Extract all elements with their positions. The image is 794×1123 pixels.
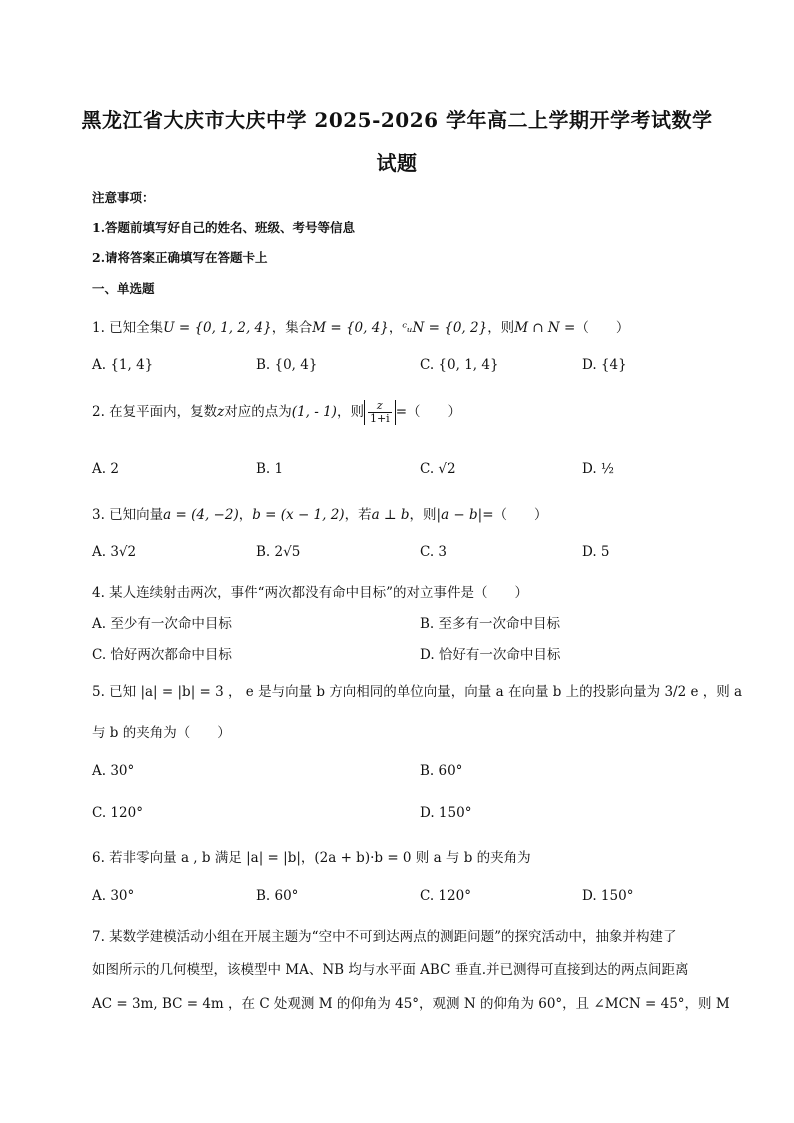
question-1 [92, 316, 629, 336]
q2-option-a: A. 2 [92, 461, 119, 477]
q3-option-a: A. 3√2 [92, 544, 137, 560]
q3-vec-a: a = (4, −2) [163, 507, 239, 523]
q1-paren: （ ） [575, 320, 630, 336]
q3-expr: |a − b| [436, 507, 483, 523]
q4-option-a: A. 至少有一次命中目标 [92, 616, 232, 632]
q2-abs [364, 400, 396, 425]
q2-stem-b: 对应的点为 [224, 404, 292, 420]
q4-option-d: D. 恰好有一次命中目标 [420, 647, 561, 663]
exam-title-line1: 黑龙江省大庆市大庆中学 2025-2026 学年高二上学期开学考试数学 [81, 108, 713, 132]
q5-option-b: B. 60° [420, 763, 463, 779]
q1-stem-b: ，集合 [271, 320, 313, 336]
section-heading: 一、单选题 [92, 281, 155, 296]
q1-stem-c: ， [388, 320, 403, 336]
q2-frac-num: z [368, 400, 392, 413]
q5-option-d: D. 150° [420, 805, 472, 821]
q2-stem-a: 2. 在复平面内，复数 [92, 404, 218, 420]
q6-option-b: B. 60° [256, 888, 299, 904]
q1-option-b: B. {0, 4} [256, 357, 318, 373]
q3-stem-c: ，若 [344, 507, 372, 523]
question-3 [92, 503, 548, 523]
notes-item-2: 2.请将答案正确填写在答题卡上 [92, 250, 268, 265]
q2-point: (1, - 1) [291, 404, 337, 420]
notes-heading: 注意事项： [92, 190, 155, 205]
q4-option-b: B. 至多有一次命中目标 [420, 616, 561, 632]
q2-tail: =（ ） [395, 404, 461, 420]
q3-option-b: B. 2√5 [256, 544, 301, 560]
question-7-line2: 如图所示的几何模型，该模型中 MA、NB 均与水平面 ABC 垂直.并已测得可直接到达的两点间距离 [92, 962, 689, 978]
notes-item-1: 1.答题前填写好自己的姓名、班级、考号等信息 [92, 220, 356, 235]
question-7-line1: 7. 某数学建模活动小组在开展主题为“空中不可到达两点的测距问题”的探究活动中，抽象并构建了 [92, 929, 677, 945]
q3-stem-d: ，则 [409, 507, 437, 523]
q5-option-a: A. 30° [92, 763, 135, 779]
q1-set-n: ᶜᵤN = {0, 2} [402, 320, 488, 336]
exam-title-line2: 试题 [376, 151, 418, 175]
q1-option-c: C. {0, 1, 4} [420, 357, 499, 373]
q3-option-d: D. 5 [582, 544, 610, 560]
q1-option-a: A. {1, 4} [92, 357, 154, 373]
q3-cond: a ⊥ b [371, 507, 410, 523]
q1-option-d: D. {4} [582, 357, 627, 373]
q6-option-d: D. 150° [582, 888, 634, 904]
q1-stem-d: ，则 [487, 320, 515, 336]
q1-set-u: U = {0, 1, 2, 4} [163, 320, 272, 336]
q2-option-c: C. √2 [420, 461, 456, 477]
q2-z: z [217, 404, 225, 420]
q3-vec-b: b = (x − 1, 2) [252, 507, 345, 523]
q3-stem-b: ， [238, 507, 253, 523]
question-2 [92, 400, 461, 425]
question-5-line1: 5. 已知 |a| = |b| = 3 ， e 是与向量 b 方向相同的单位向量，向量 a 在向量 b 上的投影向量为 3/2 e ，则 a [92, 684, 743, 700]
q2-frac-den: 1+i [369, 412, 390, 425]
q6-option-a: A. 30° [92, 888, 135, 904]
q1-stem-a: 1. 已知全集 [92, 320, 164, 336]
question-6: 6. 若非零向量 a , b 满足 |a| = |b|，(2a + b)·b = 0 则 a 与 b 的夹角为 [92, 850, 531, 866]
q6-option-c: C. 120° [420, 888, 471, 904]
q2-stem-c: ，则 [336, 404, 364, 420]
question-5-line2: 与 b 的夹角为（ ） [92, 725, 231, 741]
q3-stem-a: 3. 已知向量 [92, 507, 164, 523]
q2-option-b: B. 1 [256, 461, 284, 477]
q3-tail: =（ ） [482, 507, 548, 523]
question-7-line3: AC = 3m, BC = 4m ，在 C 处观测 M 的仰角为 45°，观测 N 的仰角为 60°，且 ∠MCN = 45°，则 M [92, 996, 730, 1012]
question-4: 4. 某人连续射击两次，事件“两次都没有命中目标”的对立事件是（ ） [92, 585, 528, 601]
q5-option-c: C. 120° [92, 805, 143, 821]
q1-expr: M ∩ N = [514, 320, 576, 336]
q1-set-m: M = {0, 4} [312, 320, 389, 336]
q2-option-d: D. ½ [582, 461, 615, 477]
q4-option-c: C. 恰好两次都命中目标 [92, 647, 232, 663]
q3-option-c: C. 3 [420, 544, 448, 560]
